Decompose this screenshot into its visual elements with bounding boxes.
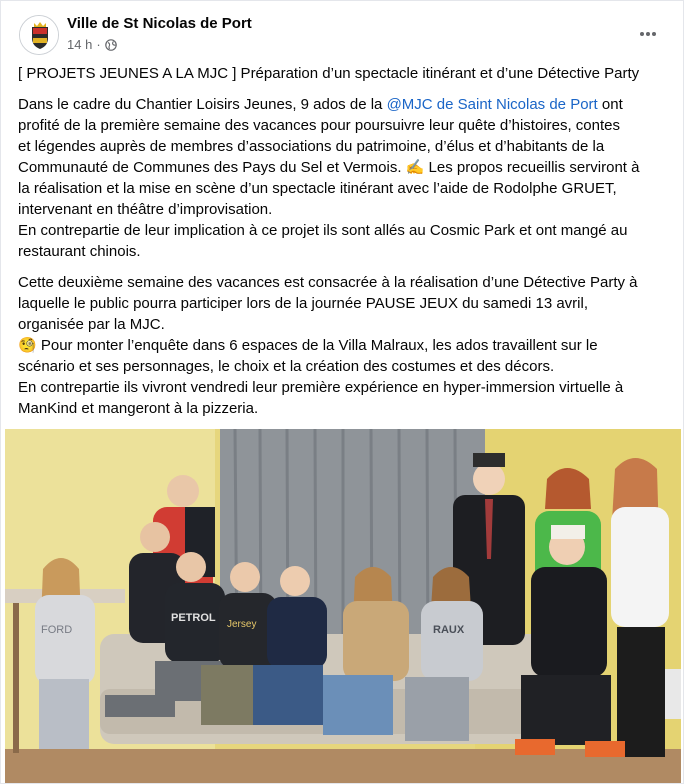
more-horizontal-icon xyxy=(639,31,657,37)
paragraph-1-line-1 xyxy=(18,94,670,115)
text-span: ont xyxy=(597,96,623,113)
more-options-button[interactable] xyxy=(633,19,663,49)
shirt-text-petrol: PETROL xyxy=(171,612,216,624)
paragraph-2-line-5: scénario et ses personnages, le choix et la création des costumes et des décors. xyxy=(18,358,555,375)
shirt-text-raux: RAUX xyxy=(433,624,465,636)
paragraph-2-line-7: ManKind et mangeront à la pizzeria. xyxy=(18,400,259,417)
paragraph-2 xyxy=(18,272,670,419)
meta-separator: · xyxy=(96,37,101,52)
text-span: Dans le cadre du Chantier Loisirs Jeunes, 9 ados de la xyxy=(18,96,387,113)
paragraph-2-line-4: 🧐 Pour monter l’enquête dans 6 espaces de la Villa Malraux, les ados travaillent sur le xyxy=(18,337,598,354)
post-header xyxy=(15,13,671,59)
paragraph-1-line-5: la réalisation et la mise en scène d’un spectacle itinérant avec l’aide de Rodolphe GRUET, xyxy=(18,180,617,197)
page-name-link[interactable]: Ville de St Nicolas de Port xyxy=(67,15,252,32)
post-title: [ PROJETS JEUNES A LA MJC ] Préparation d’un spectacle itinérant et d’une Détective Party xyxy=(18,65,640,82)
post-timestamp[interactable]: 14 h xyxy=(67,37,93,52)
paragraph-1-line-2: profité de la première semaine des vacances pour poursuivre leur quête d’histoires, contes xyxy=(18,117,620,134)
group-photo-illustration xyxy=(5,429,681,784)
paragraph-1-line-3: et légendes auprès de membres d’associations du patrimoine, d’élus et d’habitants de la xyxy=(18,138,605,155)
post-meta xyxy=(67,37,117,52)
paragraph-1 xyxy=(18,94,670,262)
shirt-text-ford: FORD xyxy=(41,624,73,636)
paragraph-1-line-8: restaurant chinois. xyxy=(18,243,141,260)
coat-of-arms-icon xyxy=(20,16,59,55)
shirt-text-jersey: Jersey xyxy=(227,619,257,630)
page-avatar[interactable] xyxy=(19,15,59,55)
mention-link[interactable]: @MJC de Saint Nicolas de Port xyxy=(386,96,598,113)
paragraph-1-line-6: intervenant en théâtre d’improvisation. xyxy=(18,201,273,218)
post-photo[interactable] xyxy=(5,429,681,784)
paragraph-2-line-1: Cette deuxième semaine des vacances est consacrée à la réalisation d’une Détective Party à xyxy=(18,274,638,291)
paragraph-2-line-2: laquelle le public pourra participer lors de la journée PAUSE JEUX du samedi 13 avril, xyxy=(18,295,589,312)
post-body xyxy=(18,63,670,419)
paragraph-2-line-3: organisée par la MJC. xyxy=(18,316,165,333)
paragraph-1-line-4: Communauté de Communes des Pays du Sel et Vermois. ✍️ Les propos recueillis serviront à xyxy=(18,159,640,176)
paragraph-2-line-6: En contrepartie ils vivront vendredi leur première expérience en hyper-immersion virtuelle à xyxy=(18,379,624,396)
globe-icon xyxy=(105,39,117,51)
paragraph-1-line-7: En contrepartie de leur implication à ce projet ils sont allés au Cosmic Park et ont mangé au xyxy=(18,222,628,239)
